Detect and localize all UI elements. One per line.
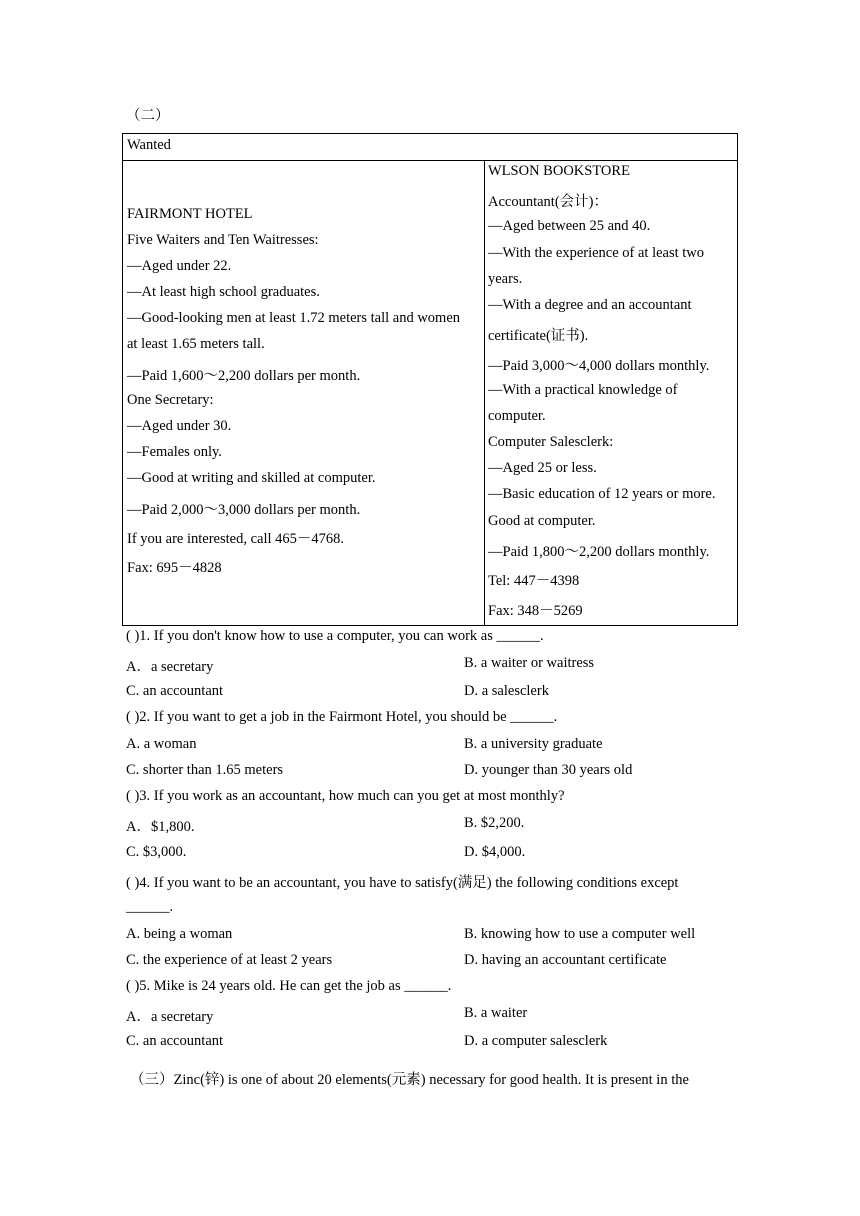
question-2-option-c: C. shorter than 1.65 meters [126, 762, 284, 778]
question-4-option-a: A. being a woman [126, 926, 233, 942]
question-3-option-b: B. $2,200. [464, 815, 525, 831]
question-2-option-a: A. a woman [126, 736, 197, 752]
left-line: Fax: 695－4828 [127, 560, 222, 576]
left-line: —Females only. [127, 444, 222, 460]
table-divider [484, 161, 485, 626]
question-4-option-c: C. the experience of at least 2 years [126, 952, 333, 968]
question-4-option-d: D. having an accountant certificate [464, 952, 667, 968]
question-1-stem: ( )1. If you don't know how to use a computer, you can work as ______. [126, 628, 544, 644]
question-2-option-d: D. younger than 30 years old [464, 762, 633, 778]
left-line: One Secretary: [127, 392, 214, 408]
left-line: —Paid 2,000～3,000 dollars per month. [127, 502, 361, 518]
question-1-option-b: B. a waiter or waitress [464, 655, 595, 671]
question-5-stem: ( )5. Mike is 24 years old. He can get the job as ______. [126, 978, 452, 994]
section-2-label: （二） [126, 108, 170, 124]
question-5-option-a: A．a secretary [126, 1009, 214, 1025]
right-line: Good at computer. [488, 513, 596, 529]
question-2-stem: ( )2. If you want to get a job in the Fairmont Hotel, you should be ______. [126, 709, 558, 725]
table-header: Wanted [127, 137, 171, 153]
question-3-option-d: D. $4,000. [464, 844, 526, 860]
table-header-row [123, 134, 737, 161]
ads-table [122, 133, 738, 626]
right-line: Accountant(会计)： [488, 194, 608, 210]
question-4-stem: ( )4. If you want to be an accountant, you have to satisfy(满足) the following conditions except [126, 875, 679, 891]
question-1-option-d: D. a salesclerk [464, 683, 549, 699]
right-line: —Aged 25 or less. [488, 460, 597, 476]
right-line: —With a degree and an accountant [488, 297, 692, 313]
left-line: at least 1.65 meters tall. [127, 336, 265, 352]
left-line: —Aged under 30. [127, 418, 232, 434]
question-5-option-c: C. an accountant [126, 1033, 224, 1049]
left-line: —Good-looking men at least 1.72 meters tall and women [127, 310, 461, 326]
question-5-option-b: B. a waiter [464, 1005, 528, 1021]
right-line: certificate(证书). [488, 328, 589, 344]
question-3-stem: ( )3. If you work as an accountant, how much can you get at most monthly? [126, 788, 565, 804]
left-line: FAIRMONT HOTEL [127, 206, 253, 222]
right-line: WLSON BOOKSTORE [488, 163, 630, 179]
right-line: Fax: 348－5269 [488, 603, 583, 619]
right-line: —Aged between 25 and 40. [488, 218, 651, 234]
question-1-option-a: A．a secretary [126, 659, 214, 675]
right-line: —Paid 3,000～4,000 dollars monthly. [488, 358, 710, 374]
right-line: —Basic education of 12 years or more. [488, 486, 716, 502]
question-1-option-c: C. an accountant [126, 683, 224, 699]
right-line: computer. [488, 408, 546, 424]
left-line: —Aged under 22. [127, 258, 232, 274]
left-line: If you are interested, call 465－4768. [127, 531, 345, 547]
right-line: Computer Salesclerk: [488, 434, 614, 450]
right-line: Tel: 447－4398 [488, 573, 580, 589]
question-4-option-b: B. knowing how to use a computer well [464, 926, 696, 942]
question-5-option-d: D. a computer salesclerk [464, 1033, 608, 1049]
right-line: years. [488, 271, 523, 287]
question-3-option-c: C. $3,000. [126, 844, 187, 860]
question-2-option-b: B. a university graduate [464, 736, 603, 752]
left-line: —At least high school graduates. [127, 284, 320, 300]
left-line: —Paid 1,600～2,200 dollars per month. [127, 368, 361, 384]
left-line: Five Waiters and Ten Waitresses: [127, 232, 319, 248]
left-line: —Good at writing and skilled at computer. [127, 470, 376, 486]
question-4-stem-continued: ______. [126, 899, 174, 915]
section-3-intro: （三）Zinc(锌) is one of about 20 elements(元素) necessary for good health. It is present in the [130, 1072, 689, 1088]
right-line: —Paid 1,800～2,200 dollars monthly. [488, 544, 710, 560]
right-line: —With the experience of at least two [488, 245, 705, 261]
question-3-option-a: A．$1,800. [126, 819, 195, 835]
right-line: —With a practical knowledge of [488, 382, 678, 398]
